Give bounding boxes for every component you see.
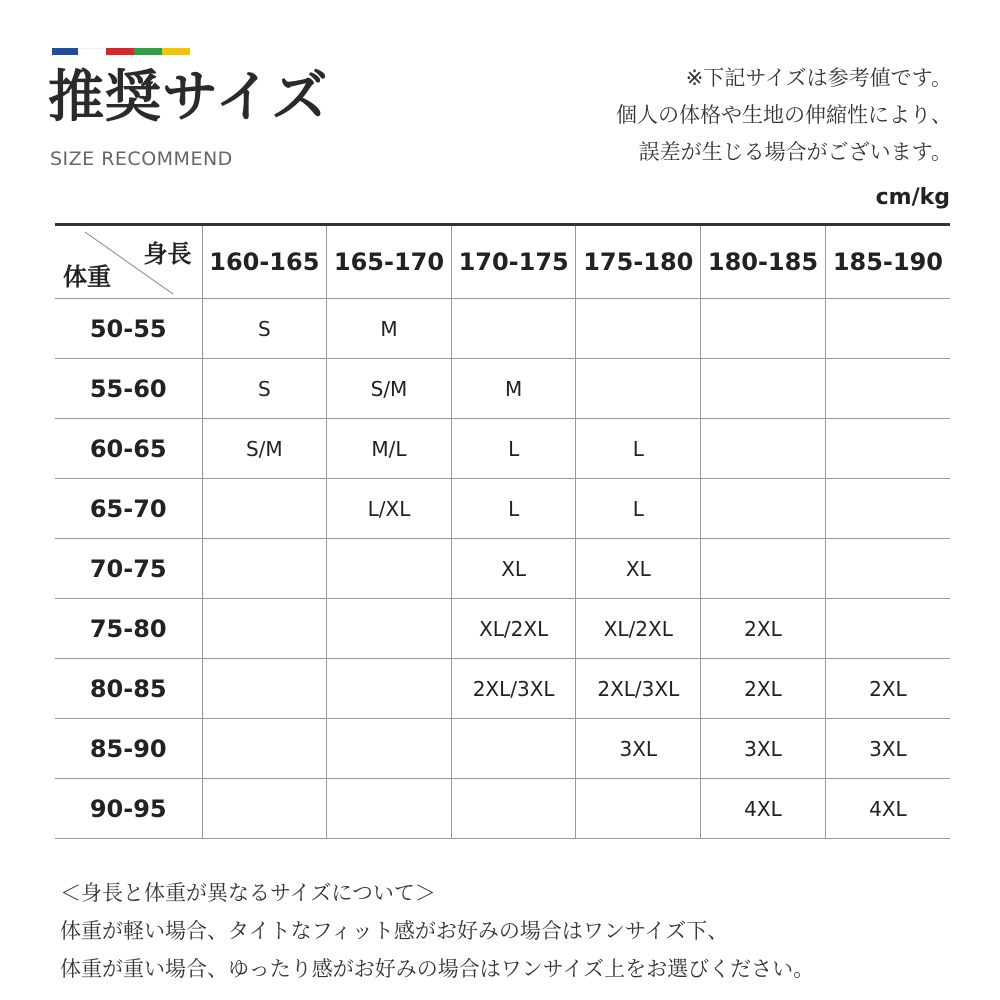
size-cell: 2XL	[701, 599, 826, 659]
size-cell	[327, 779, 452, 839]
size-cell: 3XL	[701, 719, 826, 779]
table-row	[55, 599, 950, 659]
table-row	[55, 779, 950, 839]
size-cell: S/M	[327, 359, 452, 419]
size-cell	[825, 599, 950, 659]
weight-row-header: 65-70	[55, 479, 202, 539]
size-cell: 4XL	[701, 779, 826, 839]
weight-row-header: 75-80	[55, 599, 202, 659]
weight-row-header: 50-55	[55, 299, 202, 359]
size-cell: S	[202, 359, 327, 419]
size-cell	[701, 299, 826, 359]
table-row	[55, 419, 950, 479]
table-row	[55, 299, 950, 359]
reference-note	[616, 60, 952, 171]
size-cell	[576, 299, 701, 359]
size-cell: XL/2XL	[451, 599, 576, 659]
weight-row-header: 55-60	[55, 359, 202, 419]
page-title: 推奨サイズ	[48, 65, 329, 130]
size-cell	[825, 419, 950, 479]
size-cell	[451, 719, 576, 779]
table-row	[55, 719, 950, 779]
size-cell	[202, 539, 327, 599]
size-cell: S/M	[202, 419, 327, 479]
height-column-header: 185-190	[825, 225, 950, 299]
size-cell	[202, 599, 327, 659]
size-cell	[327, 599, 452, 659]
size-cell: XL/2XL	[576, 599, 701, 659]
size-cell	[576, 779, 701, 839]
corner-header	[55, 225, 202, 299]
footer-line-3: 体重が重い場合、ゆったり感がお好みの場合はワンサイズ上をお選びください。	[60, 957, 815, 981]
size-cell	[825, 539, 950, 599]
size-cell	[576, 359, 701, 419]
size-cell	[327, 659, 452, 719]
table-body	[55, 299, 950, 839]
note-line-3: 誤差が生じる場合がございます。	[638, 140, 952, 164]
size-cell: S	[202, 299, 327, 359]
size-cell	[701, 359, 826, 419]
size-cell: L	[451, 479, 576, 539]
weight-row-header: 85-90	[55, 719, 202, 779]
size-cell: 4XL	[825, 779, 950, 839]
size-cell: M	[451, 359, 576, 419]
color-stripe	[52, 48, 190, 55]
size-cell	[701, 419, 826, 479]
size-cell: XL	[451, 539, 576, 599]
corner-weight-label: 体重	[63, 263, 111, 291]
size-cell	[451, 779, 576, 839]
size-cell	[202, 659, 327, 719]
size-cell: 3XL	[825, 719, 950, 779]
size-cell: M	[327, 299, 452, 359]
height-column-header: 180-185	[701, 225, 826, 299]
table-row	[55, 479, 950, 539]
size-cell	[451, 299, 576, 359]
height-column-header: 165-170	[327, 225, 452, 299]
table-row	[55, 359, 950, 419]
height-column-header: 175-180	[576, 225, 701, 299]
size-cell	[202, 779, 327, 839]
size-table	[55, 223, 950, 839]
height-column-header: 170-175	[451, 225, 576, 299]
weight-row-header: 70-75	[55, 539, 202, 599]
size-cell: XL	[576, 539, 701, 599]
size-cell	[825, 479, 950, 539]
table-row	[55, 539, 950, 599]
size-cell: 2XL	[825, 659, 950, 719]
size-cell	[825, 299, 950, 359]
size-cell: 2XL	[701, 659, 826, 719]
stripe-segment	[162, 48, 190, 55]
corner-height-label: 身長	[143, 240, 192, 268]
size-cell: 3XL	[576, 719, 701, 779]
size-cell	[327, 539, 452, 599]
header-row	[55, 225, 950, 299]
size-cell: 2XL/3XL	[451, 659, 576, 719]
size-cell	[701, 479, 826, 539]
stripe-segment	[134, 48, 162, 55]
size-cell: L	[576, 419, 701, 479]
size-cell: L	[576, 479, 701, 539]
page-subtitle: SIZE RECOMMEND	[50, 148, 233, 170]
size-cell: L/XL	[327, 479, 452, 539]
size-cell: M/L	[327, 419, 452, 479]
stripe-segment	[78, 48, 106, 56]
size-cell	[701, 539, 826, 599]
weight-row-header: 90-95	[55, 779, 202, 839]
unit-label: cm/kg	[875, 185, 950, 210]
size-cell	[825, 359, 950, 419]
footer-line-2: 体重が軽い場合、タイトなフィット感がお好みの場合はワンサイズ下、	[60, 919, 729, 943]
table-row	[55, 659, 950, 719]
weight-row-header: 80-85	[55, 659, 202, 719]
stripe-segment	[106, 48, 134, 55]
weight-row-header: 60-65	[55, 419, 202, 479]
size-cell	[202, 479, 327, 539]
size-cell: L	[451, 419, 576, 479]
stripe-segment	[52, 48, 78, 55]
note-line-1: ※下記サイズは参考値です。	[685, 66, 952, 90]
size-cell	[327, 719, 452, 779]
size-cell: 2XL/3XL	[576, 659, 701, 719]
size-cell	[202, 719, 327, 779]
footer-note	[60, 874, 814, 988]
note-line-2: 個人の体格や生地の伸縮性により、	[616, 103, 952, 127]
height-column-header: 160-165	[202, 225, 327, 299]
footer-line-1: ＜身長と体重が異なるサイズについて＞	[60, 881, 436, 905]
